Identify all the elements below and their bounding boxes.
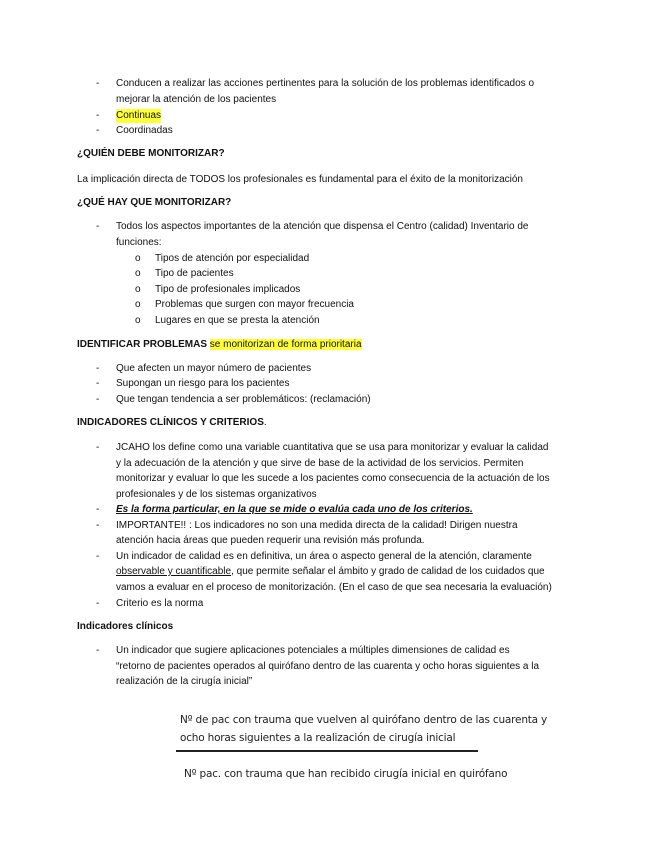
list-item-line-row xyxy=(116,565,545,579)
list-item-line: Supongan un riesgo para los pacientes xyxy=(116,378,290,389)
sub-bullet: o xyxy=(135,253,141,264)
sub-bullet: o xyxy=(135,315,141,326)
section-heading-row xyxy=(77,416,267,430)
sub-list-item: Tipo de profesionales implicados xyxy=(155,284,301,295)
list-dash: - xyxy=(96,78,100,89)
list-item-highlighted: Continuas xyxy=(116,110,162,121)
list-dash: - xyxy=(96,645,100,656)
list-item-line: , que permite señalar el ámbito y grado de calidad de los cuidados que xyxy=(231,566,545,577)
list-dash: - xyxy=(96,363,100,374)
list-item-line: Todos los aspectos importantes de la atención que dispensa el Centro (calidad) Inventario de xyxy=(116,221,529,232)
list-item-line: “retorno de pacientes operados al quirófano dentro de las cuarenta y ocho horas siguientes a la xyxy=(116,661,540,672)
list-dash: - xyxy=(96,394,100,405)
list-item-line: y la adecuación de la atención y que sirve de base de la actividad de los servicios. Permiten xyxy=(116,458,524,469)
formula-denominator: Nº pac. con trauma que han recibido cirugía inicial en quirófano xyxy=(184,768,508,780)
list-dash: - xyxy=(96,598,100,609)
list-item-line: IMPORTANTE!! : Los indicadores no son una medida directa de la calidad! Dirigen nuestra xyxy=(116,520,518,531)
emphasized-line: Es la forma particular, en la que se mide o evalúa cada uno de los criterios. xyxy=(116,504,473,515)
sub-list-item: Tipo de pacientes xyxy=(155,268,234,279)
sub-list-item: Lugares en que se presta la atención xyxy=(155,315,320,326)
list-item-line: Un indicador que sugiere aplicaciones potenciales a múltiples dimensiones de calidad es xyxy=(116,645,510,656)
underlined-phrase: observable y cuantificable xyxy=(116,566,232,577)
heading-period: . xyxy=(263,417,267,428)
list-item-line: realización de la cirugía inicial” xyxy=(116,676,253,687)
list-item-line: Que tengan tendencia a ser problemáticos: (reclamación) xyxy=(116,394,371,405)
list-item-line: Un indicador de calidad es en definitiva, un área o aspecto general de la atención, claramente xyxy=(116,551,532,562)
sub-bullet: o xyxy=(135,268,141,279)
list-item-line: Coordinadas xyxy=(116,125,173,136)
highlighted-phrase: se monitorizan de forma prioritaria xyxy=(209,339,362,350)
list-dash: - xyxy=(96,551,100,562)
list-item-line: funciones: xyxy=(116,237,162,248)
section-heading: ¿QUÉ HAY QUE MONITORIZAR? xyxy=(77,197,232,208)
sub-bullet: o xyxy=(135,284,141,295)
sub-list-item: Problemas que surgen con mayor frecuencia xyxy=(155,299,354,310)
list-item-line: Criterio es la norma xyxy=(116,598,204,609)
list-dash: - xyxy=(96,125,100,136)
list-dash: - xyxy=(96,442,100,453)
paragraph: La implicación directa de TODOS los profesionales es fundamental para el éxito de la monitorización xyxy=(77,174,523,185)
list-dash: - xyxy=(96,378,100,389)
list-item-line: atención hacia áreas que pueden requerir una revisión más profunda. xyxy=(116,535,425,546)
section-heading: Indicadores clínicos xyxy=(77,621,174,632)
list-item-line: JCAHO los define como una variable cuantitativa que se usa para monitorizar y evaluar la calidad xyxy=(116,442,549,453)
list-item-line: mejorar la atención de los pacientes xyxy=(116,94,277,105)
list-item-line: Conducen a realizar las acciones pertinentes para la solución de los problemas identificados o xyxy=(116,78,535,89)
section-heading: INDICADORES CLÍNICOS Y CRITERIOS xyxy=(77,417,264,428)
list-item-line: monitorizar y evaluar lo que les sucede a los pacientes como consecuencia de la actuación de los xyxy=(116,473,550,484)
formula-numerator-line: Nº de pac con trauma que vuelven al quirófano dentro de las cuarenta y xyxy=(180,714,548,726)
section-heading: ¿QUIÉN DEBE MONITORIZAR? xyxy=(77,148,225,159)
formula-numerator-line: ocho horas siguientes a la realización de cirugía inicial xyxy=(180,732,456,744)
section-heading: IDENTIFICAR PROBLEMAS xyxy=(77,339,207,350)
list-dash: - xyxy=(96,520,100,531)
list-dash: - xyxy=(96,221,100,232)
fraction-bar xyxy=(176,750,478,752)
section-heading-row xyxy=(77,338,362,352)
list-item-line: vamos a evaluar en el proceso de monitorización. (En el caso de que sea necesaria la evaluación) xyxy=(116,582,552,593)
list-item-line: Que afecten un mayor número de pacientes xyxy=(116,363,312,374)
list-dash: - xyxy=(96,504,100,515)
sub-list-item: Tipos de atención por especialidad xyxy=(155,253,310,264)
list-item-line: profesionales y de los sistemas organizativos xyxy=(116,489,317,500)
sub-bullet: o xyxy=(135,299,141,310)
list-dash: - xyxy=(96,110,100,121)
